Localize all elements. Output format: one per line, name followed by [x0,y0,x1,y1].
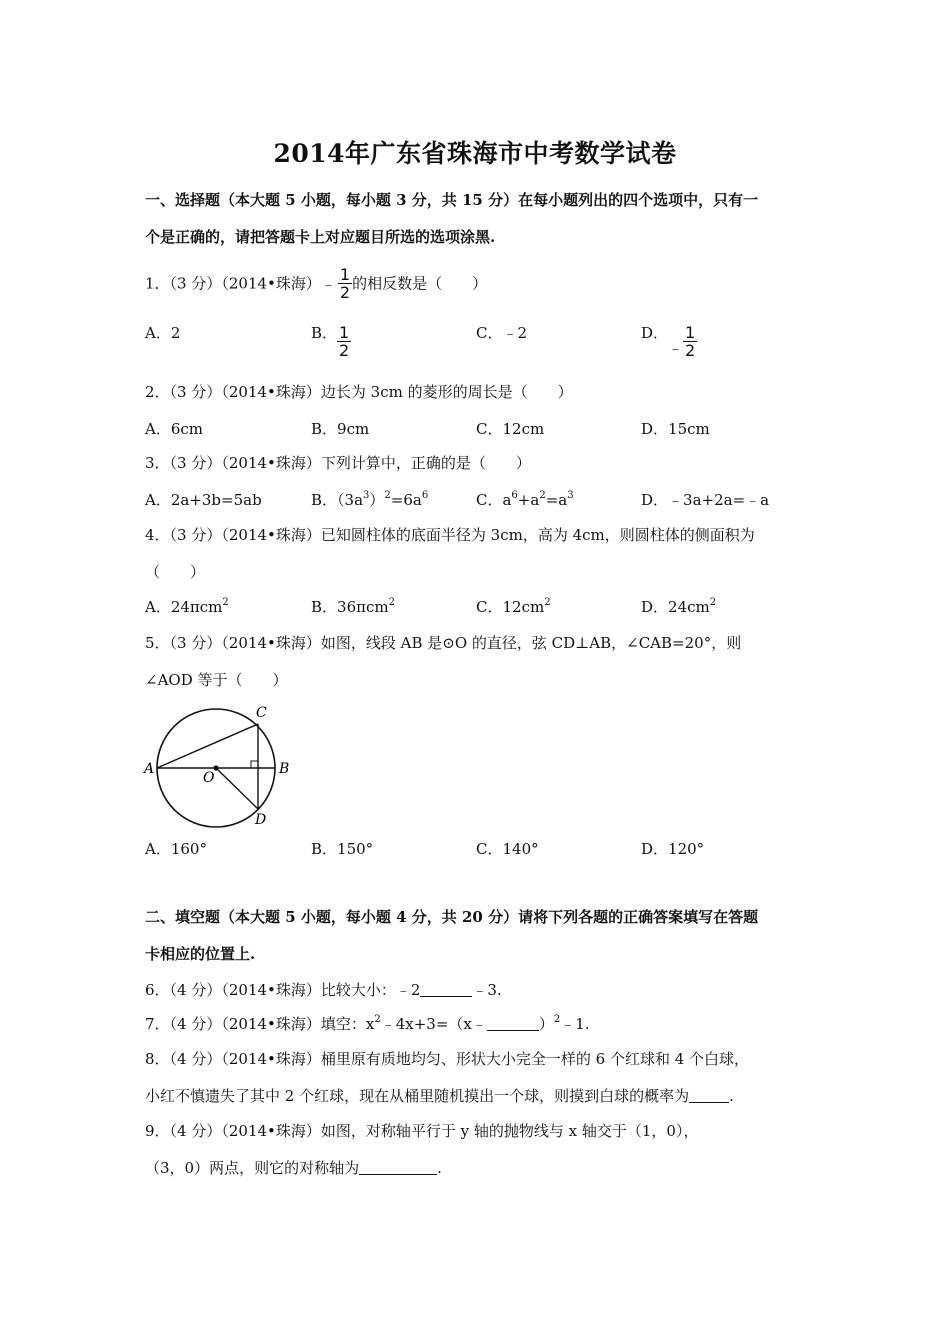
q1-b-den: 2 [339,341,350,360]
q3-c-pre: C．a [476,491,512,509]
q3-b-sup1: 3 [363,490,370,501]
q1-option-a: A．2 [145,324,181,342]
q1-option-d-label: D． [641,324,669,342]
q1-fraction [338,266,352,301]
q4-b-sup: 2 [388,597,395,608]
label-b: B [279,761,290,777]
question-1 [145,266,815,301]
question-5-line2: ∠AOD 等于（ ） [145,671,288,689]
q1-d-den: 2 [685,341,696,360]
right-angle-mark [251,761,258,768]
q1-option-b-fraction [337,324,351,359]
label-c: C [256,705,267,721]
q3-option-c [476,491,574,509]
q4-d-text: D．24cm [641,598,710,616]
q3-c-sup3: 3 [567,490,574,501]
q3-c-sup2: 2 [539,490,546,501]
q4-c-text: C．12cm [476,598,545,616]
q1-b-num: 1 [339,323,350,342]
q1-frac-num: 1 [339,265,351,284]
q3-b-sup3: 6 [421,490,429,501]
q4-option-c [476,598,551,616]
q1-d-neg: ﹣ [668,339,684,357]
q3-b-sup2: 2 [384,490,391,501]
q1-option-b [311,324,351,359]
q3-b-post: =6a [390,491,422,509]
q7-sup2: 2 [553,1014,561,1025]
q6-post: ﹣3. [472,981,502,999]
q1-frac-den: 2 [339,283,351,302]
q4-b-text: B．36πcm [311,598,389,616]
q7-post2: ﹣1. [560,1015,590,1033]
q7-post1: ） [538,1015,554,1033]
q8-answer-blank [689,1088,729,1103]
q7-mid: ﹣4x+3=（x﹣ [380,1015,487,1033]
segment-ac [157,724,258,768]
question-8-line2 [145,1087,815,1105]
q6-pre: 6．（4 分）（2014•珠海）比较大小：﹣2 [145,981,421,999]
question-3: 3．（3 分）（2014•珠海）下列计算中，正确的是（ ） [145,454,531,472]
question-8-line1: 8．（4 分）（2014•珠海）桶里原有质地均匀、形状大小完全一样的 6 个红球和 4 个白球， [145,1050,750,1068]
q5-option-c: C．140° [476,840,539,858]
q2-option-d: D．15cm [641,420,710,438]
section1-heading-line1: 一、选择题（本大题 5 小题，每小题 3 分，共 15 分）在每小题列出的四个选项中，只有一 [145,191,759,209]
label-o: O [203,770,215,786]
q1-suffix: 的相反数是（ ） [352,274,488,293]
q8-line2-pre: 小红不慎遗失了其中 2 个红球，现在从桶里随机摸出一个球，则摸到白球的概率为 [145,1087,690,1105]
q9-line2-post: . [437,1159,442,1177]
q3-option-a: A．2a+3b=5ab [145,491,262,509]
question-2: 2．（3 分）（2014•珠海）边长为 3cm 的菱形的周长是（ ） [145,383,573,401]
q7-sup1: 2 [374,1014,381,1025]
q3-b-pre: B．（3a [311,491,364,509]
q5-option-b: B．150° [311,840,374,858]
q3-c-sup1: 6 [511,490,518,501]
q3-option-d: D．﹣3a+2a=﹣a [641,491,770,509]
q1-option-c: C．﹣2 [476,324,528,342]
section2-heading-line2: 卡相应的位置上. [145,945,256,963]
q3-c-post: =a [545,491,568,509]
section1-heading-line2: 个是正确的，请把答题卡上对应题目所选的选项涂黑. [145,228,496,246]
q1-option-b-label: B． [311,324,338,342]
circle-figure [143,700,303,830]
q4-c-sup: 2 [544,597,551,608]
segment-od [216,768,258,809]
q5-option-d: D．120° [641,840,705,858]
q4-a-text: A．24πcm [145,598,223,616]
q1-prefix: 1．（3 分）（2014•珠海） [145,274,321,293]
q4-option-b [311,598,395,616]
q8-line2-post: . [729,1087,734,1105]
q4-d-sup: 2 [709,597,717,608]
label-a: A [144,761,155,777]
q2-option-c: C．12cm [476,420,545,438]
question-4-line1: 4．（3 分）（2014•珠海）已知圆柱体的底面半径为 3cm，高为 4cm，则圆柱体的侧面积为 [145,526,755,544]
q3-option-b [311,491,428,509]
q1-option-d [641,324,697,359]
question-6 [145,981,815,999]
label-d: D [255,812,267,828]
q9-answer-blank [359,1160,437,1175]
q7-answer-blank [487,1016,539,1031]
q9-line2-pre: （3，0）两点，则它的对称轴为 [145,1159,360,1177]
q2-option-a: A．6cm [145,420,204,438]
q5-option-a: A．160° [145,840,207,858]
q2-option-b: B．9cm [311,420,370,438]
q4-option-a [145,598,229,616]
q1-option-d-fraction [683,324,697,359]
question-5-line1: 5．（3 分）（2014•珠海）如图，线段 AB 是⊙O 的直径，弦 CD⊥AB，∠CAB=20°，则 [145,634,742,652]
page-title: 2014年广东省珠海市中考数学试卷 [273,139,677,168]
question-4-line2: （ ） [145,563,206,581]
question-9-line2 [145,1159,815,1177]
q1-d-num: 1 [685,323,696,342]
q1-neg: ﹣ [320,274,336,293]
q6-answer-blank [420,982,472,997]
question-9-line1: 9．（4 分）（2014•珠海）如图，对称轴平行于 y 轴的抛物线与 x 轴交于（1，0）， [145,1122,699,1140]
q4-a-sup: 2 [222,597,229,608]
q4-option-d [641,598,716,616]
q3-c-mid: +a [517,491,540,509]
q7-pre: 7．（4 分）（2014•珠海）填空：x [145,1015,375,1033]
question-7 [145,1015,815,1033]
section2-heading-line1: 二、填空题（本大题 5 小题，每小题 4 分，共 20 分）请将下列各题的正确答案填写在答题 [145,908,759,926]
q3-b-mid: ） [369,491,385,509]
